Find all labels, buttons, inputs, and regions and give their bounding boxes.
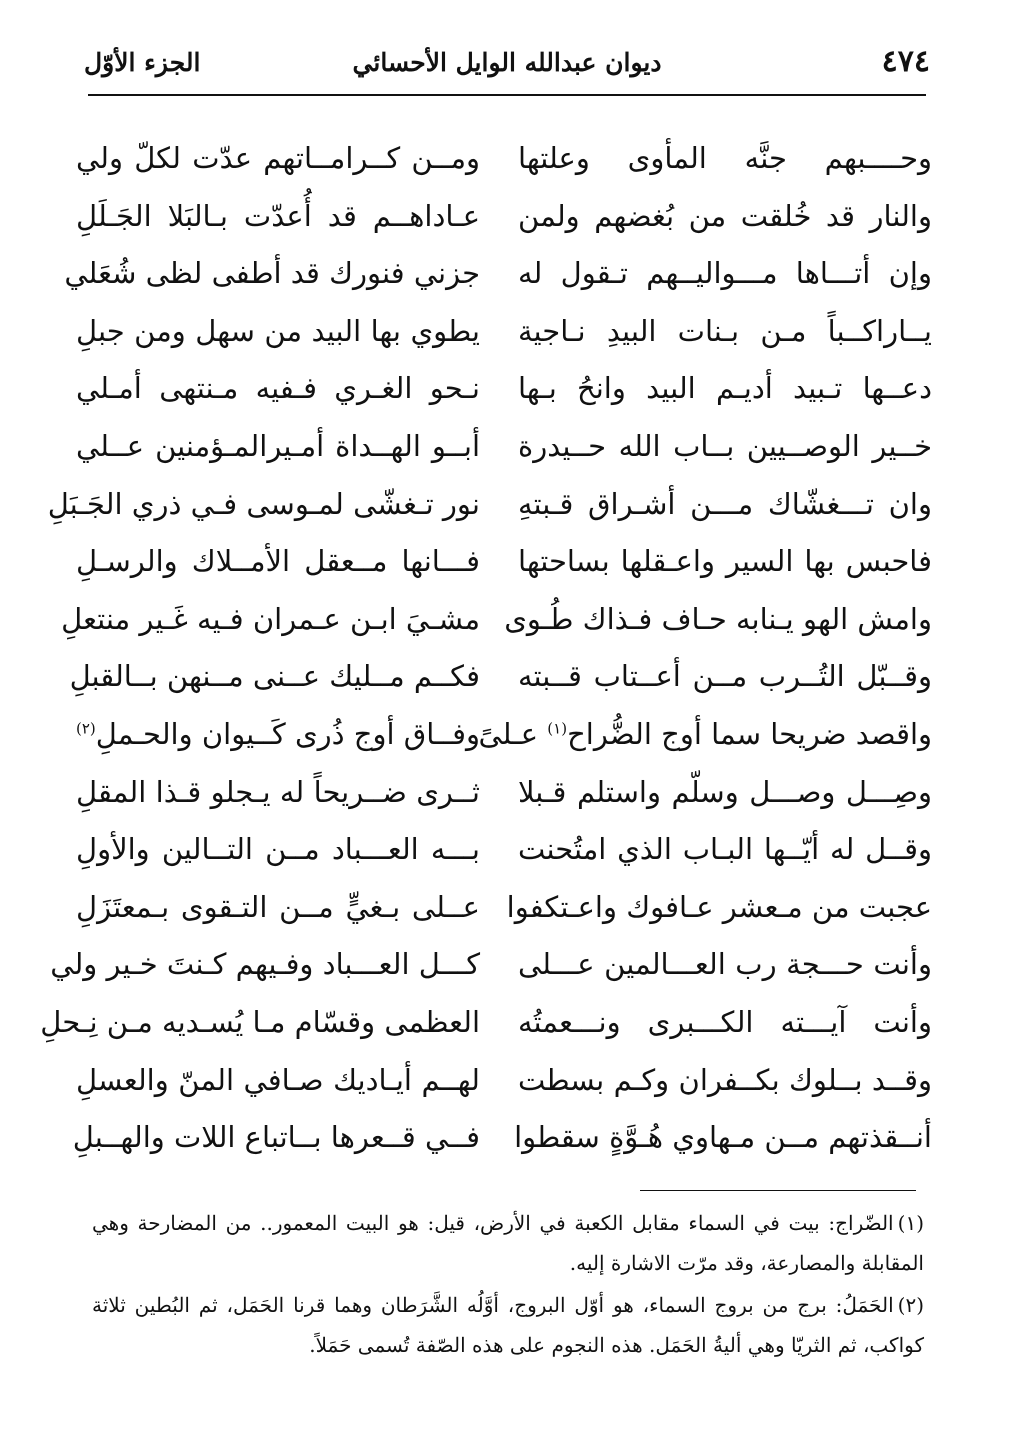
verse-second-hemistich: نور تـغشّى لمـوسى فـي ذري الجَـبَلِ <box>47 486 480 521</box>
footnote-divider <box>640 1190 916 1191</box>
verse-text: عـلىً <box>478 716 548 751</box>
header-divider <box>88 94 926 96</box>
verse-second-hemistich: فكــم مــليك عــنى مــنهن بــالقبلِ <box>69 659 480 694</box>
footnote-text: الضّراج: بيت في السماء مقابل الكعبة في الأرض، قيل: هو البيت المعمور.. من المضارحة وهي المقابلة والمصارعة، وقد مرّت الاشارة إليه. <box>92 1211 924 1275</box>
verse-first-hemistich: وامش الهو يـنابه حـاف فـذاك طُـوى <box>504 601 932 636</box>
verse-second-hemistich: نـحو الغـري فـفيه مـنتهى أمـلي <box>76 371 480 406</box>
page-header <box>84 40 930 90</box>
verse-second-hemistich: لهــم أيـاديك صـافي المنّ والعسلِ <box>76 1062 480 1097</box>
verse-text: وفــاق أوج ذُرى كَــيوان والحـملِ <box>95 716 480 751</box>
verse-line <box>47 478 936 536</box>
verse-second-hemistich: عــلى بـغيٍّ مــن التـقوى بـمعتَزَلِ <box>76 889 480 924</box>
verse-first-hemistich: وحــــبهم جنَّه المأوى وعلتها <box>518 141 932 175</box>
verse-line <box>70 190 936 248</box>
verse-line <box>70 420 936 478</box>
poem-body <box>40 132 936 1169</box>
verse-line <box>70 823 936 881</box>
verse-first-hemistich: دعــها تـبيد أديـم البيد وانحُ بـها <box>518 371 932 406</box>
verse-line <box>70 650 936 708</box>
verse-first-hemistich: فاحبس بها السير واعـقلها بساحتها <box>518 544 932 579</box>
verse-first-hemistich: وقــبّل التُــرب مــن أعــتاب قــبته <box>518 659 932 694</box>
verse-second-hemistich: يطوي بها البيد من سهل ومن جبلِ <box>76 313 480 348</box>
verse-first-hemistich: وإن أتـــاها مـــواليــهم تـقول له <box>518 256 932 291</box>
verse-line <box>40 996 936 1054</box>
verse-line <box>70 132 936 190</box>
verse-first-hemistich: وأنت حـــجة رب العـــالمين عـــلى <box>518 947 932 982</box>
verse-second-hemistich: كـــل العـــباد وفـيهم كـنتَ خـير ولي <box>50 947 480 982</box>
verse-line <box>61 593 936 651</box>
verse-first-hemistich: وأنت آيـــته الكـــبرى ونـــعمتُه <box>518 1004 932 1039</box>
verse-second-hemistich: ثــرى ضــريحاً له يـجلو قـذا المقلِ <box>76 774 480 809</box>
verse-first-hemistich: وان تـــغشّاك مـــن أشـراق قـبتهِ <box>518 486 932 521</box>
verse-first-hemistich: وقــد بــلوك بكــفران وكـم بسطت <box>518 1062 932 1097</box>
footnote-reference[interactable]: (١) <box>547 719 568 738</box>
verse-line <box>64 247 936 305</box>
verse-first-hemistich: عجبت من مـعشر عـافوك واعـتكفوا <box>506 889 932 924</box>
verse-second-hemistich: بـــه العـــباد مــن التــالين والأولِ <box>76 832 480 867</box>
verse-second-hemistich: ومــن كــرامــاتهم عدّت لكلّ ولي <box>76 141 480 175</box>
footnote-reference[interactable]: (٢) <box>76 719 96 738</box>
verse-second-hemistich: فـــانها مــعقل الأمــلاك والرسـلِ <box>76 544 480 579</box>
verse-second-hemistich: عـاداهــم قد أُعدّت بـالبَلا الجَـلَلِ <box>76 198 480 233</box>
footnotes-section <box>92 1203 924 1367</box>
volume-label: الجزء الأوّل <box>84 48 201 77</box>
verse-first-hemistich: وصِـــل وصـــل وسلّم واستلم قـبلا <box>518 774 932 809</box>
footnote-1 <box>92 1203 924 1283</box>
verse-second-hemistich: جزني فنورك قد أطفى لظى شُعَلي <box>64 256 480 291</box>
verse-line <box>70 708 936 766</box>
verse-first-hemistich: خــير الوصــيين بــاب الله حــيدرة <box>518 428 932 463</box>
footnote-marker: (٢) <box>897 1293 924 1317</box>
verse-first-hemistich: يــاراكــباً مـن بـنات البيدِ نـاجية <box>518 313 932 348</box>
verse-second-hemistich: فــي قــعرها بــاتباع اللات والهــبلِ <box>72 1120 480 1155</box>
verse-line <box>70 362 936 420</box>
verse-line <box>70 535 936 593</box>
verse-line <box>70 305 936 363</box>
verse-first-hemistich: والنار قد خُلقت من بُغضهم ولمن <box>518 198 932 233</box>
footnote-marker: (١) <box>897 1211 924 1235</box>
verse-second-hemistich: مشـيَ ابـن عـمران فـيه غَـير منتعلِ <box>61 601 480 636</box>
verse-first-hemistich <box>478 712 932 756</box>
verse-first-hemistich: وقــل له أيّــها البـاب الذي امتُحنت <box>518 832 932 867</box>
verse-line <box>70 1054 936 1112</box>
verse-second-hemistich <box>76 712 480 756</box>
verse-line <box>70 766 936 824</box>
verse-second-hemistich: أبــو الهــداة أمـيرالمـؤمنين عــلي <box>76 428 480 463</box>
verse-first-hemistich: أنــقذتهم مــن مـهاوي هُـوَّةٍ سقطوا <box>514 1120 932 1155</box>
page-number: ٤٧٤ <box>881 44 930 79</box>
verse-line <box>70 1111 936 1169</box>
verse-text: واقصد ضريحا سما أوج الضُّراح <box>567 716 932 751</box>
verse-line <box>50 938 936 996</box>
footnote-2 <box>92 1285 924 1365</box>
verse-line <box>70 881 936 939</box>
book-title: ديوان عبدالله الوايل الأحسائي <box>352 48 662 77</box>
verse-second-hemistich: العظمى وقسّام مـا يُسـديه مـن نِـحلِ <box>40 1004 480 1039</box>
footnote-text: الحَمَلُ: برج من بروج السماء، هو أوّل البروج، أوَّلُه الشَّرَطان وهما قرنا الحَمَل، ثم البُطين ثلاثة كواكب، ثم الثريّا وهي أليةُ الحَمَل. هذه النجوم على هذه الصّفة تُسمى حَمَلاً. <box>92 1293 924 1357</box>
